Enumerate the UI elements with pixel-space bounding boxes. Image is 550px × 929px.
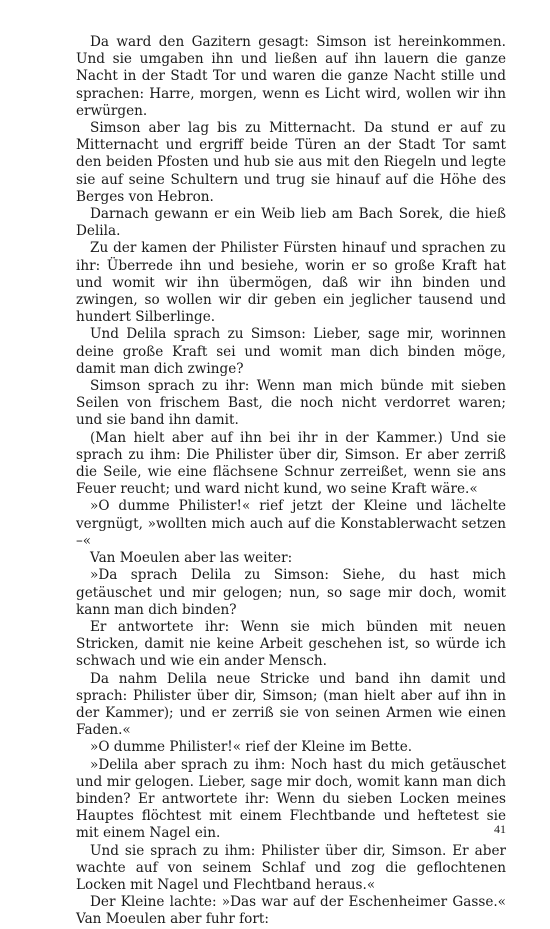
paragraph: Da ward den Gazitern gesagt: Simson ist hereinkommen. Und sie umgaben ihn und ließen auf ihn lauern die ganze Nacht in der Stadt Tor und waren die ganze Nacht stille und sprachen: Harre, morgen, wenn es Licht wird, wollen wir ihn erwürgen. [76, 34, 506, 119]
page-number: 41 [494, 822, 506, 836]
paragraph: Simson sprach zu ihr: Wenn man mich bünde mit sieben Seilen von frischem Bast, die noch nicht verdorret waren; und sie band ihn damit. [76, 378, 506, 429]
paragraph: »Delila aber sprach zu ihm: Noch hast du mich getäuschet und mir gelogen. Lieber, sage mir doch, womit kann man dich binden? Er antwortete ihr: Wenn du sieben Locken meines Hauptes flöchtest mit einem Flechtbande und heftetest sie mit einem Nagel ein. [76, 756, 506, 842]
paragraph: (Man hielt aber auf ihn bei ihr in der Kammer.) Und sie sprach zu ihm: Die Philister über dir, Simson. Er aber zerriß die Seile, wie eine flächsene Schnur zerreißet, wenn sie ans Feuer reucht; und ward nicht kund, wo seine Kraft wäre.« [76, 429, 506, 498]
page-body [76, 34, 506, 929]
paragraph: Van Moeulen aber las weiter: [90, 550, 293, 567]
paragraph: Und Delila sprach zu Simson: Lieber, sage mir, worinnen deine große Kraft sei und womit man dich binden möge, damit man dich zwinge? [76, 326, 506, 377]
paragraph: Da nahm Delila neue Stricke und band ihn damit und sprach: Philister über dir, Simson; (man hielt aber auf ihn in der Kammer); und er zerriß sie von seinen Armen wie einen Faden.« [76, 670, 506, 739]
paragraph: Darnach gewann er ein Weib lieb am Bach Sorek, die hieß Delila. [76, 206, 506, 240]
paragraph: Er antwortete ihr: Wenn sie mich bünden mit neuen Stricken, damit nie keine Arbeit geschehen ist, so würde ich schwach und wie ein ander Mensch. [76, 618, 506, 670]
paragraph: »O dumme Philister!« rief der Kleine im Bette. [90, 739, 413, 756]
paragraph: Zu der kamen der Philister Fürsten hinauf und sprachen zu ihr: Überrede ihn und besiehe, worin er so große Kraft hat und womit wir ihn übermögen, daß wir ihn binden und zwingen, so wollen wir dir geben ein jeglicher tausend und hundert Silberlinge. [76, 240, 506, 326]
paragraph: Simson aber lag bis zu Mitternacht. Da stund er auf zu Mitternacht und ergriff beide Türen an der Stadt Tor samt den beiden Pfosten und hub sie aus mit den Riegeln und legte sie auf seine Schultern und trug sie hinauf auf die Höhe des Berges von Hebron. [76, 120, 506, 205]
paragraph: Und sie sprach zu ihm: Philister über dir, Simson. Er aber wachte auf von seinem Schlaf und zog die geflochtenen Locken mit Nagel und Flechtband heraus.« [76, 842, 506, 893]
paragraph: »O dumme Philister!« rief jetzt der Kleine und lächelte vergnügt, »wollten mich auch auf die Konstablerwacht setzen –« [76, 498, 506, 549]
paragraph: Der Kleine lachte: »Das war auf der Eschenheimer Gasse.« Van Moeulen aber fuhr fort: [76, 894, 506, 928]
paragraph: »Da sprach Delila zu Simson: Siehe, du hast mich getäuschet und mir gelogen; nun, so sage mir doch, womit kann man dich binden? [76, 567, 506, 618]
